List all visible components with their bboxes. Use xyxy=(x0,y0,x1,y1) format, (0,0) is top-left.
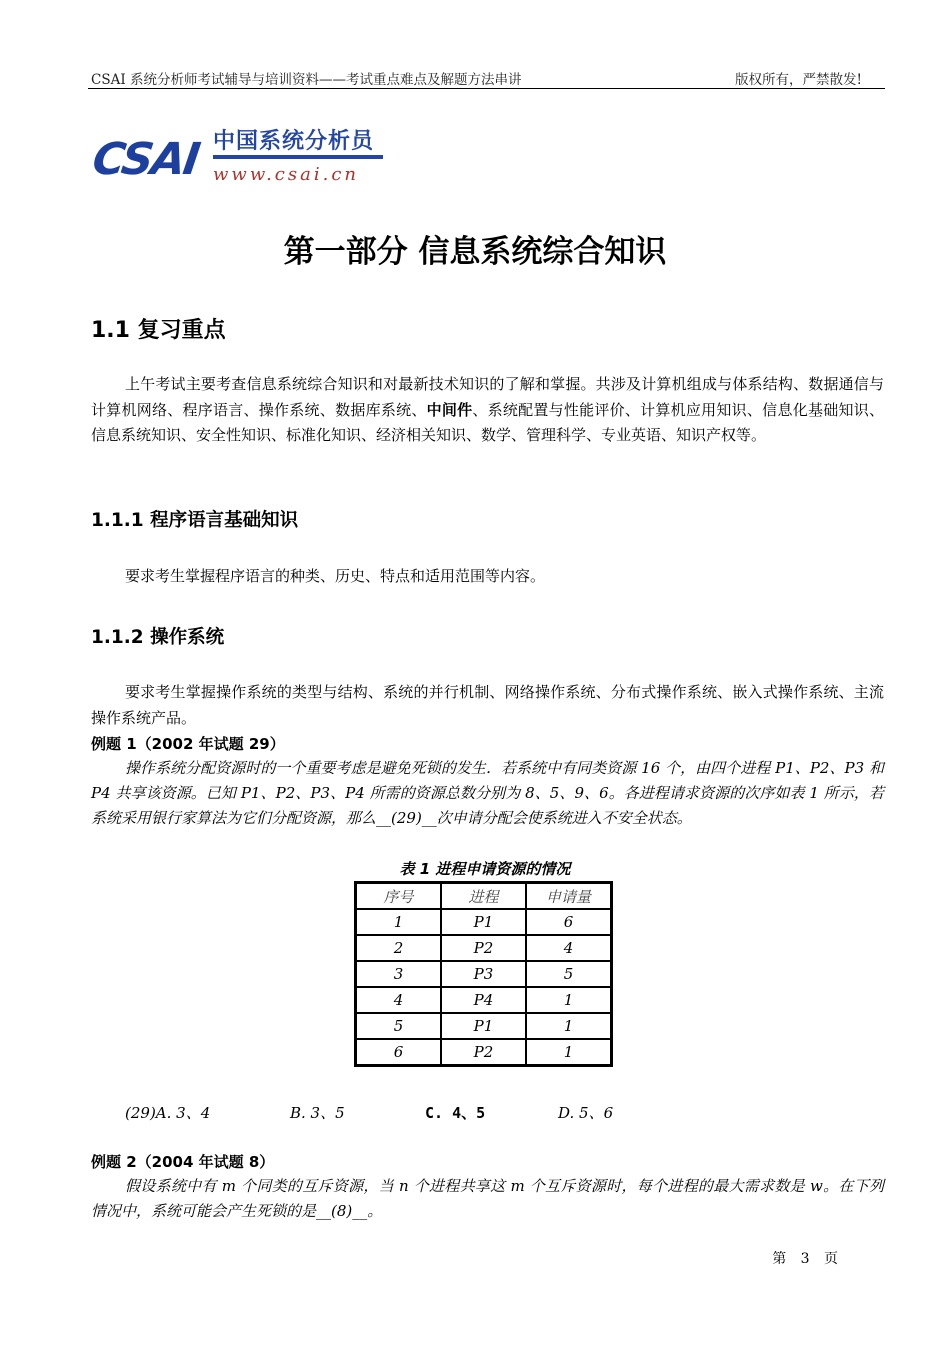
section-heading-1-1-2: 1.1.2 操作系统 xyxy=(91,627,225,648)
page-title: 第一部分 信息系统综合知识 xyxy=(283,234,667,270)
process-request-table xyxy=(354,881,613,1067)
table-row xyxy=(356,909,611,935)
table-cell: 5 xyxy=(356,1013,441,1039)
example-2-label: 例题 2（2004 年试题 8） xyxy=(91,1153,275,1171)
section-1-1-paragraph xyxy=(91,372,884,449)
logo-chinese-name: 中国系统分析员 xyxy=(213,129,375,154)
option-b: B. 3、5 xyxy=(290,1104,345,1122)
table-row xyxy=(356,1039,611,1065)
section-heading-1-1-1: 1.1.1 程序语言基础知识 xyxy=(91,510,299,531)
table-cell: P2 xyxy=(441,1039,526,1065)
table-caption: 表 1 进程申请资源的情况 xyxy=(399,860,571,878)
table-cell: P1 xyxy=(441,1013,526,1039)
table-cell: 1 xyxy=(526,1039,611,1065)
table-header-cell: 进程 xyxy=(441,883,526,909)
table-header-cell: 序号 xyxy=(356,883,441,909)
table-cell: 6 xyxy=(356,1039,441,1065)
para-bold-term: 中间件 xyxy=(426,400,473,419)
example-1-text: 操作系统分配资源时的一个重要考虑是避免死锁的发生．若系统中有同类资源 16 个，由四个进程 P1、P2、P3 和 P4 共享该资源。已知 P1、P2、P3、P4 所需的资源总数分别为 8、5、9、6。各进程请求资源的次序如表 1 所示，若系统采用银行家算法为它们分配资源，那么__(29)__次申请分配会使系统进入不安全状态。 xyxy=(91,759,884,827)
table-cell: P2 xyxy=(441,935,526,961)
table-cell: 4 xyxy=(356,987,441,1013)
section-1-1-1-paragraph: 要求考生掌握程序语言的种类、历史、特点和适用范围等内容。 xyxy=(125,567,546,585)
table-cell: 1 xyxy=(356,909,441,935)
table-cell: 4 xyxy=(526,935,611,961)
logo-mark: CSAI xyxy=(89,134,202,185)
csai-logo xyxy=(89,122,393,192)
table-cell: 6 xyxy=(526,909,611,935)
table-cell: P3 xyxy=(441,961,526,987)
page-number: 第 3 页 xyxy=(772,1251,838,1267)
table-row xyxy=(356,1013,611,1039)
table-cell: P4 xyxy=(441,987,526,1013)
table-cell: 5 xyxy=(526,961,611,987)
option-d: D. 5、6 xyxy=(558,1104,614,1122)
table-header-cell: 申请量 xyxy=(526,883,611,909)
table-cell: 3 xyxy=(356,961,441,987)
table-cell: P1 xyxy=(441,909,526,935)
section-heading-1-1: 1.1 复习重点 xyxy=(91,318,226,343)
para-text-1: 上午考试主要考查信息系统综合知识和对最新技术知识的了解和掌握。共涉及计算机组成与体系结构、数据通信与计算机网络、程序语言、操作系统、数据库系统、 xyxy=(91,375,884,419)
logo-underline xyxy=(213,155,383,159)
example-2-text: 假设系统中有 m 个同类的互斥资源，当 n 个进程共享这 m 个互斥资源时，每个进程的最大需求数是 w。在下列情况中，系统可能会产生死锁的是__(8)__。 xyxy=(91,1177,884,1220)
table-cell: 1 xyxy=(526,1013,611,1039)
table-row xyxy=(356,987,611,1013)
option-c: C. 4、5 xyxy=(425,1104,486,1122)
header-left-text: CSAI 系统分析师考试辅导与培训资料——考试重点难点及解题方法串讲 xyxy=(91,72,522,88)
header-right-text: 版权所有，严禁散发! xyxy=(735,72,862,88)
table-header-row xyxy=(356,883,611,909)
example-1-label: 例题 1（2002 年试题 29） xyxy=(91,735,285,753)
section-1-1-2-paragraph: 要求考生掌握操作系统的类型与结构、系统的并行机制、网络操作系统、分布式操作系统、嵌入式操作系统、主流操作系统产品。 xyxy=(91,683,884,727)
table-row xyxy=(356,961,611,987)
logo-url: www.csai.cn xyxy=(213,164,360,185)
table-cell: 1 xyxy=(526,987,611,1013)
option-a: (29)A. 3、4 xyxy=(125,1104,211,1122)
header-rule xyxy=(88,88,885,89)
para-text-2: 、系统配置与性能评价、计算机应用知识、信息化基础知识、信息系统知识、安全性知识、标准化知识、经济相关知识、数学、管理科学、专业英语、知识产权等。 xyxy=(91,400,884,444)
table-row xyxy=(356,935,611,961)
table-cell: 2 xyxy=(356,935,441,961)
